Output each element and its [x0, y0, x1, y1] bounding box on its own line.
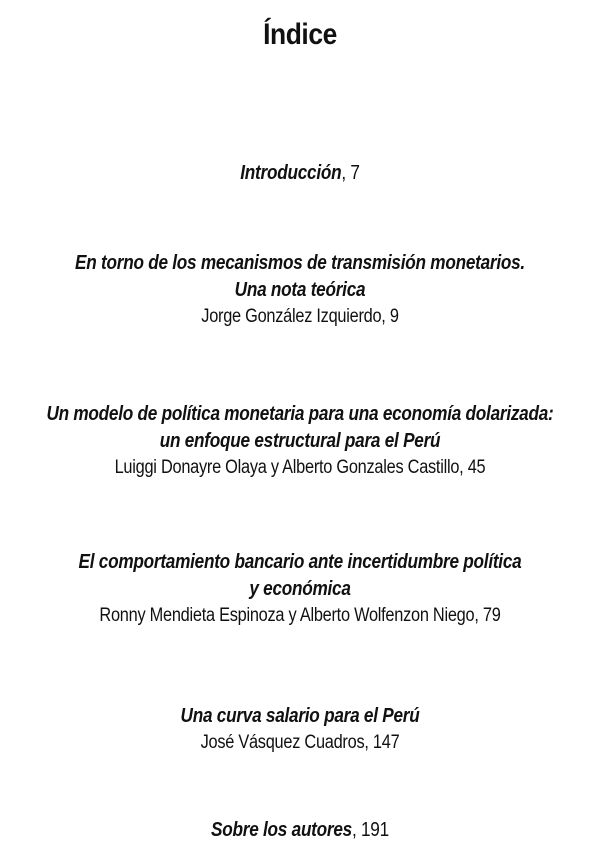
toc-entry-4	[0, 703, 600, 756]
toc-entry-title-line: Una nota teórica	[234, 279, 366, 301]
toc-entry-title-line: En torno de los mecanismos de transmisión monetarios.	[75, 252, 525, 274]
toc-entry-line	[42, 817, 558, 844]
toc-entry-title: Introducción	[240, 162, 342, 184]
toc-entry-2	[0, 401, 600, 481]
toc-entry-line	[42, 160, 558, 187]
toc-entry-title-line: Una curva salario para el Perú	[180, 705, 420, 727]
toc-entry-3	[0, 549, 600, 629]
toc-entry-author: José Vásquez Cuadros, 147	[200, 732, 400, 753]
toc-entry-title: Sobre los autores	[211, 819, 352, 841]
toc-entry-author: Ronny Mendieta Espinoza y Alberto Wolfenzon Niego, 79	[99, 605, 501, 626]
toc-entry-title-line: El comportamiento bancario ante incertidumbre política	[78, 551, 522, 573]
toc-entry-authors	[0, 817, 600, 844]
toc-entry-title-line: Un modelo de política monetaria para una economía dolarizada:	[46, 403, 554, 425]
toc-entry-author: Luiggi Donayre Olaya y Alberto Gonzales Castillo, 45	[114, 457, 486, 478]
toc-entry-introduction	[0, 160, 600, 187]
toc-entry-1	[0, 250, 600, 330]
toc-entry-author: Jorge González Izquierdo, 9	[201, 306, 399, 327]
toc-entry-title-line: un enfoque estructural para el Perú	[159, 430, 441, 452]
toc-entry-title-line: y económica	[249, 578, 351, 600]
toc-entry-page: , 191	[351, 819, 389, 841]
page-title: Índice	[263, 18, 337, 51]
toc-entry-page: , 7	[341, 162, 360, 184]
